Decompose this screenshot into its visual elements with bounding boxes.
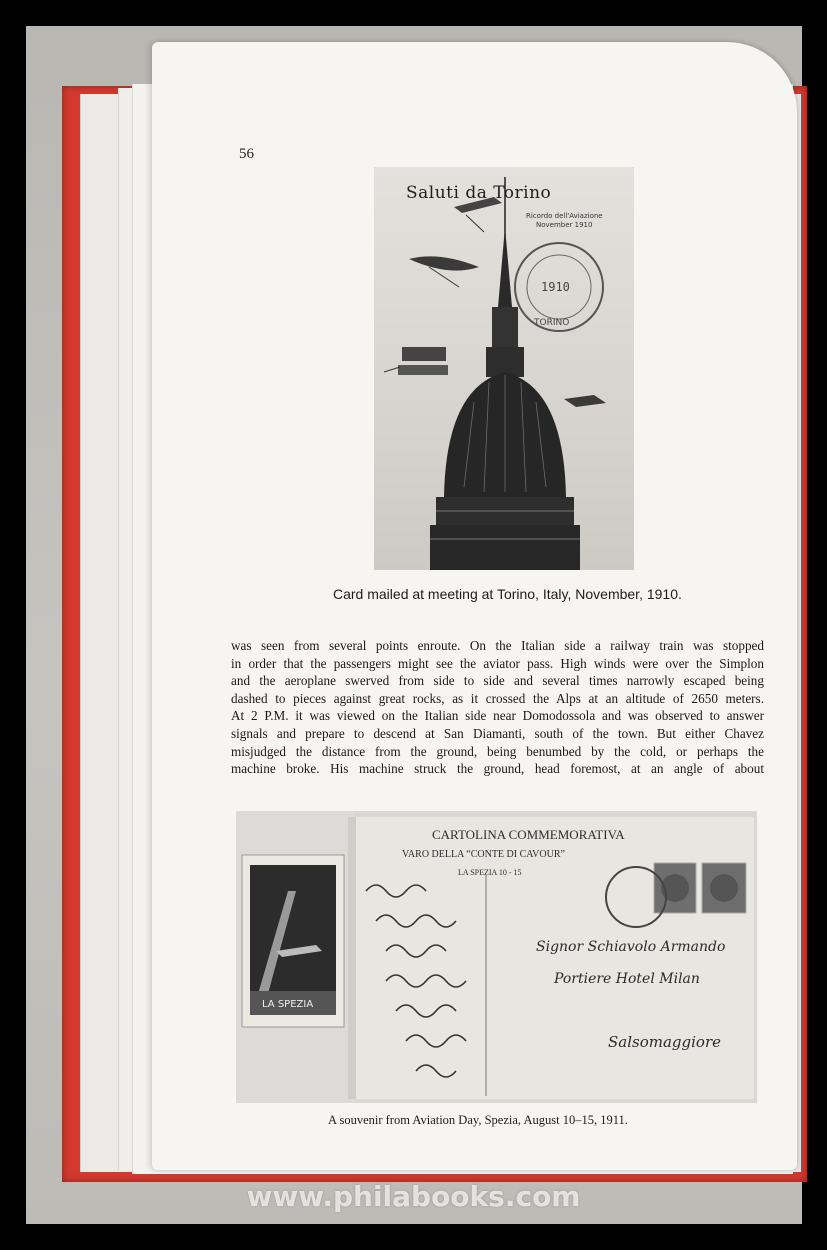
- watermark: www.philabooks.com: [246, 1180, 581, 1213]
- card-place: LA SPEZIA 10 - 15: [458, 868, 522, 877]
- body-line: was seen from several points enroute. On the Italian side a railway train was stopped: [231, 638, 764, 653]
- body-paragraph: [231, 637, 764, 778]
- figure-caption: Card mailed at meeting at Torino, Italy, November, 1910.: [333, 586, 682, 602]
- address-line: Salsomaggiore: [608, 1033, 721, 1051]
- body-line: machine broke. His machine struck the ground, head foremost, at an angle of about: [231, 761, 764, 777]
- postmark-city: TORINO: [534, 318, 570, 328]
- biplane-illustration: [384, 347, 448, 375]
- body-line: signals and prepare to descend at San Diamanti, south of the town. But either Chavez: [231, 725, 764, 741]
- monoplane-illustration: [409, 256, 479, 287]
- page-number: 56: [239, 146, 254, 162]
- card-header: CARTOLINA COMMEMORATIVA: [432, 827, 625, 842]
- address-line: Signor Schiavolo Armando: [536, 939, 726, 955]
- souvenir-card-illustration: [236, 811, 757, 1103]
- body-line: dashed to pieces against great rocks, as it crossed the Alps at an altitude of 2650 meters.: [231, 690, 764, 706]
- body-line: At 2 P.M. it was viewed on the Italian side near Domodossola and was observed to answer: [231, 708, 764, 724]
- postage-stamp: [654, 863, 696, 913]
- spezia-postcard-image: [236, 811, 757, 1103]
- card-subheader: VARO DELLA “CONTE DI CAVOUR”: [402, 849, 565, 860]
- postcard-date: November 1910: [536, 221, 593, 229]
- torino-postcard-image: [374, 167, 634, 570]
- postcard-subtitle: Ricordo dell'Aviazione: [526, 212, 603, 220]
- monoplane-illustration: [564, 395, 606, 407]
- postage-stamp: [702, 863, 746, 913]
- figure-caption: A souvenir from Aviation Day, Spezia, August 10–15, 1911.: [328, 1113, 628, 1127]
- label-stamp-text: LA SPEZIA: [262, 999, 314, 1010]
- address-line: Portiere Hotel Milan: [554, 971, 700, 987]
- mole-antonelliana-illustration: [374, 167, 634, 570]
- body-line: misjudged the distance from the ground, being benumbed by the cold, or perhaps the: [231, 743, 764, 759]
- body-line: in order that the passengers might see the aviator pass. High winds were over the Simplon: [231, 655, 764, 671]
- postmark-year: 1910: [541, 280, 570, 294]
- body-line: and the aeroplane swerved from side to side and several times narrowly escaped being: [231, 673, 764, 689]
- postcard-title: Saluti da Torino: [406, 183, 552, 203]
